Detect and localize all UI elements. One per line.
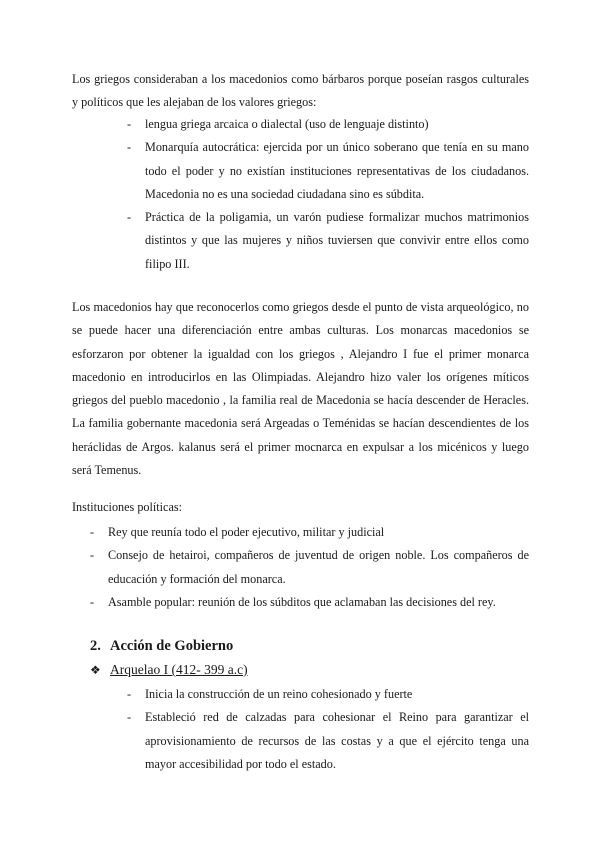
list-dash: - <box>90 594 95 609</box>
list-item <box>127 136 529 206</box>
list-dash: - <box>127 140 132 155</box>
list-item <box>90 521 529 544</box>
list-item-text: Estableció red de calzadas para cohesionar el Reino para garantizar el aprovisionamiento de recursos de las costas y a que el ejército tenga una mayor accesibilidad por todo el estado. <box>145 710 529 771</box>
list-item <box>127 683 529 706</box>
section-title: Acción de Gobierno <box>110 638 234 654</box>
list-item-text: Inicia la construcción de un reino cohesionado y fuerte <box>145 687 413 701</box>
list-item <box>127 206 529 276</box>
list-item-text: Consejo de hetairoi, compañeros de juventud de origen noble. Los compañeros de educación y formación del monarca. <box>108 548 529 586</box>
arquelao-list <box>127 683 529 776</box>
list-item <box>90 544 529 591</box>
list-dash: - <box>127 210 132 225</box>
intro-list <box>127 113 529 276</box>
list-dash: - <box>127 687 132 701</box>
diamond-bullet-icon: ❖ <box>90 663 101 677</box>
list-item <box>90 591 529 614</box>
instituciones-title: Instituciones políticas: <box>72 500 183 514</box>
subsection-title: Arquelao I (412- 399 a.c) <box>110 662 248 677</box>
list-item <box>127 113 529 136</box>
section-number: 2. <box>90 638 101 654</box>
list-dash: - <box>90 525 95 539</box>
list-item-text: Asamble popular: reunión de los súbditos que aclamaban las decisiones del rey. <box>108 594 496 609</box>
list-item-text: Práctica de la poligamia, un varón pudiese formalizar muchos matrimonios distintos y que las mujeres y niños tuviersen que convivir entre ellos como filipo III. <box>145 210 529 271</box>
list-item-text: lengua griega arcaica o dialectal (uso de lenguaje distinto) <box>145 117 429 131</box>
list-dash: - <box>127 710 132 725</box>
list-dash: - <box>127 117 132 131</box>
list-dash: - <box>90 548 95 563</box>
list-item <box>127 706 529 776</box>
instituciones-list <box>90 521 529 614</box>
list-item-text: Rey que reunía todo el poder ejecutivo, militar y judicial <box>108 525 385 539</box>
macedonios-paragraph: Los macedonios hay que reconocerlos como griegos desde el punto de vista arqueológico, no se puede hacer una diferenciación entre ambas culturas. Los monarcas macedonios se esforzaron por obtener la igualdad con los griegos , Alejandro I fue el primer monarca macedonio en introducirlos en las Olimpiadas. Alejandro hizo valer los orígenes míticos griegos del pueblo macedonio , la familia real de Macedonia se hacía descender de Heracles. La familia gobernante macedonia será Argeadas o Teménidas se hacían descendientes de los heráclidas de Argos. kalanus será el primer mocnarca en expulsar a los micénicos y luego será Temenus. <box>72 300 529 478</box>
list-item-text: Monarquía autocrática: ejercida por un único soberano que tenía en su mano todo el poder y no existían instituciones representativas de los ciudadanos. Macedonia no es una sociedad ciudadana sino es súbdita. <box>145 140 529 201</box>
intro-paragraph: Los griegos consideraban a los macedonios como bárbaros porque poseían rasgos culturales y políticos que les alejaban de los valores griegos: <box>72 72 529 110</box>
subsection-heading <box>90 660 248 680</box>
section-heading <box>90 636 233 656</box>
